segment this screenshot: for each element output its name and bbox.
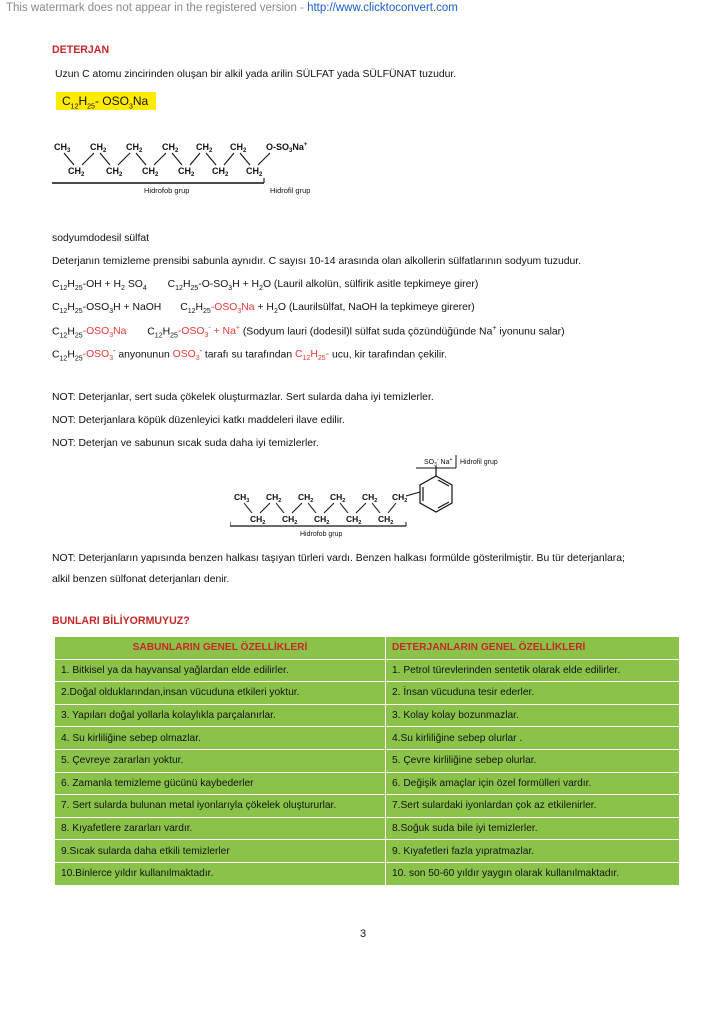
soap-cell: 10.Binlerce yıldır kullanılmaktadır. bbox=[55, 862, 386, 885]
detergent-cell: 8.Soğuk suda bile iyi temizlerler. bbox=[386, 817, 680, 840]
bottom-group-6: $CH_2$ bbox=[246, 166, 263, 178]
detergent-cell: 4.Su kirliliğine sebep olurlar . bbox=[386, 727, 680, 750]
soap-cell: 2.Doğal olduklarından,insan vücuduna etkileri yoktur. bbox=[55, 682, 386, 705]
note-benzene-line2: alkil benzen sülfonat deterjanları denir. bbox=[52, 574, 230, 585]
table-row bbox=[55, 659, 680, 682]
sulfate-head: $O-SO_3Na^+$ bbox=[266, 142, 308, 154]
detergent-cell: 7.Sert sulardaki iyonlardan çok az etkilenirler. bbox=[386, 795, 680, 818]
top-group-2: $CH_2$ bbox=[90, 142, 107, 154]
note-hot-water: NOT: Deterjan ve sabunun sıcak suda daha iyi temizlerler. bbox=[52, 438, 319, 449]
detergent-cell: 5. Çevre kirliliğine sebep olurlar. bbox=[386, 749, 680, 772]
bottom-group-3b: $CH_2$ bbox=[314, 514, 330, 526]
section-title-deterjan: DETERJAN bbox=[52, 44, 110, 56]
paragraph-cleaning-principle: Deterjanın temizleme prensibi sabunla aynıdır. C sayısı 10-14 arasında olan alkollerin sülfatlarının sodyum tuzudur. bbox=[52, 256, 582, 267]
bottom-group-5: $CH_2$ bbox=[212, 166, 229, 178]
top-group-6b: $CH_2$ bbox=[392, 492, 408, 504]
soap-cell: 1. Bitkisel ya da hayvansal yağlardan elde edilirler. bbox=[55, 659, 386, 682]
note-foam: NOT: Deterjanlara köpük düzenleyici katkı maddeleri ilave edilir. bbox=[52, 415, 345, 426]
table-row bbox=[55, 795, 680, 818]
soap-cell: 3. Yapıları doğal yollarla kolaylıkla parçalanırlar. bbox=[55, 704, 386, 727]
label-hydrophilic-2: Hidrofil grup bbox=[460, 459, 498, 466]
top-group-5: $CH_2$ bbox=[196, 142, 213, 154]
table-row bbox=[55, 862, 680, 885]
page-number: 3 bbox=[360, 928, 367, 940]
top-group-6: $CH_2$ bbox=[230, 142, 247, 154]
detergent-cell: 6. Değişik amaçlar için özel formülleri vardır. bbox=[386, 772, 680, 795]
soap-cell: 4. Su kirliliğine sebep olmazlar. bbox=[55, 727, 386, 750]
table-header-row bbox=[55, 637, 680, 660]
bottom-group-1b: $CH_2$ bbox=[250, 514, 266, 526]
structure-diagram-alkylbenzene-sulfonate bbox=[230, 452, 500, 540]
structure-diagram-dodecyl-sulfate bbox=[52, 138, 332, 200]
bottom-group-2b: $CH_2$ bbox=[282, 514, 298, 526]
table-row bbox=[55, 704, 680, 727]
detergent-cell: 1. Petrol türevlerinden sentetik olarak elde edilirler. bbox=[386, 659, 680, 682]
top-group-3: $CH_2$ bbox=[126, 142, 143, 154]
table-row bbox=[55, 682, 680, 705]
comparison-table bbox=[54, 636, 680, 886]
table-row bbox=[55, 817, 680, 840]
reaction-4: $C_{12}H_{25}-OSO_3^-$ anyonunun $OSO_3^-$ tarafı su tarafından $C_{12}H_{25}-$ ucu, kir tarafından çekilir. bbox=[52, 348, 447, 363]
bottom-group-2: $CH_2$ bbox=[106, 166, 123, 178]
top-group-2b: $CH_2$ bbox=[266, 492, 282, 504]
watermark-link[interactable]: http://www.clicktoconvert.com bbox=[307, 2, 458, 14]
reaction-1: $C_{12}H_{25}-OH + H_2$ $SO_4$ $C_{12}H_{25}-O-SO_3H + H_2O$ (Lauril alkolün, sülfirik asitle tepkimeye girer) bbox=[52, 279, 479, 293]
table-row bbox=[55, 840, 680, 863]
table-row bbox=[55, 749, 680, 772]
watermark: This watermark does not appear in the registered version - http://www.clicktoconvert.com bbox=[6, 2, 458, 14]
top-group-4: $CH_2$ bbox=[162, 142, 179, 154]
soap-cell: 9.Sıcak sularda daha etkili temizlerler bbox=[55, 840, 386, 863]
soap-cell: 6. Zamanla temizleme gücünü kaybederler bbox=[55, 772, 386, 795]
bottom-group-4b: $CH_2$ bbox=[346, 514, 362, 526]
formula-highlight: $C_{12}H_{25}-$ $OSO_3Na$ bbox=[56, 92, 156, 110]
soap-cell: 7. Sert sularda bulunan metal iyonlarıyla çökelek oluştururlar. bbox=[55, 795, 386, 818]
bottom-group-1: $CH_2$ bbox=[68, 166, 85, 178]
bottom-group-4: $CH_2$ bbox=[178, 166, 195, 178]
label-hydrophilic: Hidrofil grup bbox=[270, 186, 311, 195]
intro-text: Uzun C atomu zincirinden oluşan bir alkil yada arilin SÜLFAT yada SÜLFÜNAT tuzudur. bbox=[55, 69, 457, 80]
detergent-cell: 10. son 50-60 yıldır yaygın olarak kullanılmaktadır. bbox=[386, 862, 680, 885]
reaction-2: $C_{12}H_{25}-OSO_3H$ + NaOH $C_{12}H_{25}-OSO_3Na + H_2O$ (Laurilsülfat, NaOH la tepkimeye girerer) bbox=[52, 302, 475, 316]
soap-cell: 5. Çevreye zararları yoktur. bbox=[55, 749, 386, 772]
detergent-cell: 2. İnsan vücuduna tesir ederler. bbox=[386, 682, 680, 705]
detergent-cell: 9. Kıyafetleri fazla yıpratmazlar. bbox=[386, 840, 680, 863]
note-hard-water: NOT: Deterjanlar, sert suda çökelek oluşturmazlar. Sert sularda daha iyi temizlerler. bbox=[52, 392, 434, 403]
bottom-group-5b: $CH_2$ bbox=[378, 514, 394, 526]
label-hydrophobic: Hidrofob grup bbox=[144, 186, 190, 195]
compound-name: sodyumdodesil sülfat bbox=[52, 233, 150, 244]
top-group-3b: $CH_2$ bbox=[298, 492, 314, 504]
note-benzene-line1: NOT: Deterjanların yapısında benzen halkası taşıyan türleri vardı. Benzen halkası formülde gösterilmiştir. Bu tür deterjanlara; bbox=[52, 553, 625, 564]
bottom-group-3: $CH_2$ bbox=[142, 166, 159, 178]
top-group-4b: $CH_2$ bbox=[330, 492, 346, 504]
top-group-1b: $CH_3$ bbox=[234, 492, 250, 504]
header-detergent: DETERJANLARIN GENEL ÖZELLİKLERİ bbox=[386, 637, 680, 660]
top-group-1: $CH_3$ bbox=[54, 142, 71, 154]
table-row bbox=[55, 727, 680, 750]
reaction-3: $C_{12}H_{25}-OSO_3Na$ $C_{12}H_{25}-OSO_3^- + Na^+$ (Sodyum lauri (dodesil)l sülfat suda çözündüğünde Na+ iyonunu salar) bbox=[52, 325, 565, 340]
top-group-5b: $CH_2$ bbox=[362, 492, 378, 504]
bond-lines bbox=[52, 153, 270, 183]
section-title-questions: BUNLARI BİLİYORMUYUZ? bbox=[52, 615, 190, 627]
header-soap: SABUNLARIN GENEL ÖZELLİKLERİ bbox=[55, 637, 386, 660]
detergent-cell: 3. Kolay kolay bozunmazlar. bbox=[386, 704, 680, 727]
sulfonate-head: $SO_3^-$ Na+ bbox=[424, 457, 453, 468]
table-row bbox=[55, 772, 680, 795]
benzene-ring-icon bbox=[420, 466, 452, 512]
label-hydrophobic-2: Hidrofob grup bbox=[300, 531, 343, 538]
soap-cell: 8. Kıyafetlere zararları vardır. bbox=[55, 817, 386, 840]
